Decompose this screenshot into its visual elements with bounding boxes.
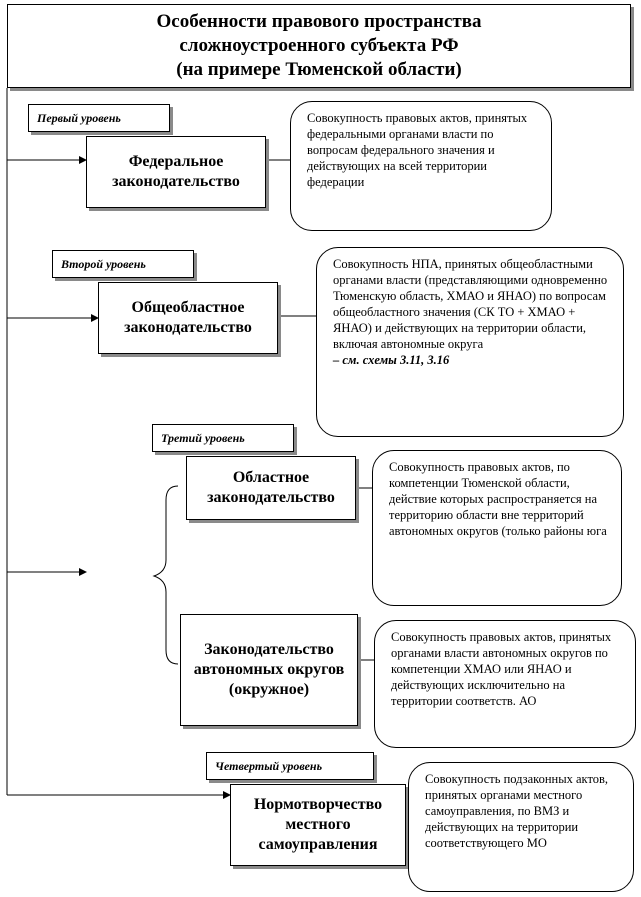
level-3b-note: Совокупность правовых актов, принятых органами власти автономных округов по компетенции ХМАО или ЯНАО и действующих исключительно на территории соответств. АО [374,620,636,748]
level-4-label: Четвертый уровень [206,752,374,780]
level-3-label: Третий уровень [152,424,294,452]
level-3a-main-box: Областное законодательство [186,456,356,520]
level-3b-main-box: Законодательство автономных округов (окружное) [180,614,358,726]
level-2-note [316,247,624,437]
level-3a-note: Совокупность правовых актов, по компетенции Тюменской области, действие которых распространяется на территорию области вне территорий автономных округов (только районы юга [372,450,622,606]
level-4-note: Совокупность подзаконных актов, принятых органами местного самоуправления, по ВМЗ и действующих на территории соответствующего МО [408,762,634,892]
level-2-note-text: Совокупность НПА, принятых общеобластными органами власти (представляющими одновременно Тюменскую область, ХМАО и ЯНАО) по вопросам общеобластного значения (СК ТО + ХМАО + ЯНАО) и действующих на территории области, включая автономные округа [333,257,608,351]
title-line-1: Особенности правового пространства [156,11,482,32]
title-line-2: сложноустроенного субъекта РФ [179,35,459,56]
level-4-main-box: Нормотворчество местного самоуправления [230,784,406,866]
level-1-label: Первый уровень [28,104,170,132]
title-line-3: (на примере Тюменской области) [176,59,462,80]
level-1-note: Совокупность правовых актов, принятых федеральными органами власти по вопросам федерального значения и действующих на всей территории федерации [290,101,552,231]
level-2-label: Второй уровень [52,250,194,278]
brace-level-3 [154,486,178,664]
level-2-main-box: Общеобластное законодательство [98,282,278,354]
diagram-title [7,4,631,88]
level-2-note-ref: – см. схемы 3.11, 3.16 [333,353,450,367]
level-1-main-box: Федеральное законодательство [86,136,266,208]
